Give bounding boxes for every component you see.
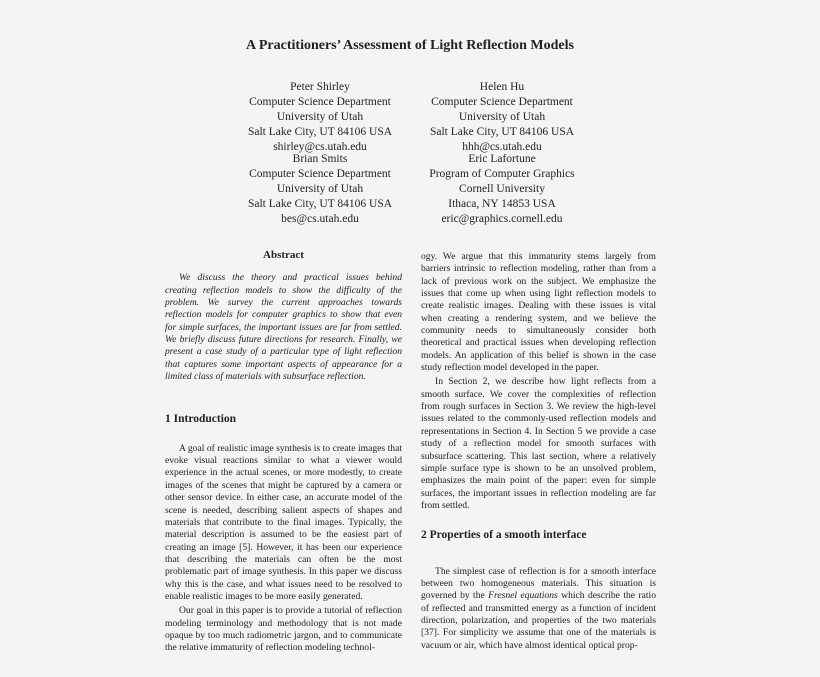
intro-paragraph-2: Our goal in this paper is to provide a tutorial of reflection modeling terminology and methodology that is not made opaque by too much radiometric jargon, and to communicate the relative immaturity of reflection modeling technol- bbox=[165, 605, 402, 654]
author-city: Ithaca, NY 14853 USA bbox=[448, 198, 556, 210]
left-column bbox=[165, 249, 402, 655]
author-org: University of Utah bbox=[276, 111, 364, 123]
author-email: shirley@cs.utah.edu bbox=[273, 141, 367, 153]
author-block-hu bbox=[382, 80, 622, 155]
author-name: Helen Hu bbox=[479, 81, 525, 93]
author-email: eric@graphics.cornell.edu bbox=[441, 213, 563, 225]
abstract-text: We discuss the theory and practical issues behind creating reflection models to show the difficulty of the problem. We survey the current approaches towards reflection models for computer graphics to show that even for simple surfaces, the important issues are far from settled. We briefly discuss future directions for research. Finally, we present a case study of a particular type of light reflection that captures some important aspects of appearance for a limited class of materials with subsurface reflection. bbox=[165, 272, 402, 383]
author-city: Salt Lake City, UT 84106 USA bbox=[429, 126, 575, 138]
right-column bbox=[421, 251, 656, 652]
abstract-heading: Abstract bbox=[263, 249, 304, 261]
author-name: Peter Shirley bbox=[290, 81, 350, 93]
author-org: University of Utah bbox=[276, 183, 364, 195]
intro-paragraph-1: A goal of realistic image synthesis is to create images that evoke visual reactions similar to what a viewer would experience in the actual scenes, or more modestly, to create images of the scenes that might be captured by a camera or other sensor device. In either case, an accurate model of the scene is needed, describing salient aspects of shapes and materials that contribute to the final images. Typically, the material description is assumed to be the easiest part of creating an image [5]. However, it has been our experience that describing the materials can often be the most problematic part of image synthesis. In this paper we discuss why this is the case, and what issues need to be resolved to enable realistic images to be more easily generated. bbox=[165, 442, 402, 602]
paper-title: A Practitioners’ Assessment of Light Reflection Models bbox=[246, 38, 574, 53]
fresnel-equations-term: Fresnel equations bbox=[488, 590, 558, 602]
author-city: Salt Lake City, UT 84106 USA bbox=[247, 198, 393, 210]
author-org: Cornell University bbox=[459, 183, 545, 195]
author-dept: Program of Computer Graphics bbox=[429, 168, 575, 180]
section2-paragraph-1 bbox=[421, 566, 656, 652]
author-dept: Computer Science Department bbox=[249, 96, 391, 108]
author-org: University of Utah bbox=[458, 111, 546, 123]
author-block-lafortune bbox=[382, 152, 622, 227]
right-paragraph-1: ogy. We argue that this immaturity stems largely from barriers intrinsic to reflection modeling, rather than from a lack of previous work on the subject. We emphasize the issues that come up when using light reflection models to create realistic images. Dealing with these issues is vital when creating a rendering system, and we believe the community needs to simultaneously consider both theoretical and practical issues when developing reflection models. An application of this belief is shown in the case study reflection model developed in the paper. bbox=[421, 251, 656, 374]
section2-text-part-1: The simplest case of reflection is for a smooth interface between two homogeneous materials. This situation is governed by the bbox=[421, 565, 656, 602]
author-city: Salt Lake City, UT 84106 USA bbox=[247, 126, 393, 138]
author-email: bes@cs.utah.edu bbox=[281, 213, 359, 225]
author-email: hhh@cs.utah.edu bbox=[462, 141, 542, 153]
section-heading-smooth-interface: 2 Properties of a smooth interface bbox=[421, 529, 587, 542]
section2-text-part-2: which describe the ratio of reflected and transmitted energy as a function of incident direction, polarization, and properties of the two materials [37]. For simplicity we assume that one of the materials is vacuum or air, which have almost identical optical prop- bbox=[421, 590, 656, 651]
author-dept: Computer Science Department bbox=[431, 96, 573, 108]
author-name: Eric Lafortune bbox=[468, 153, 536, 165]
author-dept: Computer Science Department bbox=[249, 168, 391, 180]
author-name: Brian Smits bbox=[292, 153, 348, 165]
right-paragraph-2: In Section 2, we describe how light reflects from a smooth surface. We cover the complexities of reflection from rough surfaces in Section 3. We review the high-level issues related to the commonly-used reflection models and representations in Section 4. In Section 5 we provide a case study of a reflection model for smooth surfaces with subsurface scattering. This last section, where a relatively simple surface type is shown to be an unsolved problem, emphasizes the main point of the paper: even for simple surfaces, the important issues in reflection modeling are far from settled. bbox=[421, 376, 656, 511]
section-heading-introduction: 1 Introduction bbox=[165, 413, 237, 426]
